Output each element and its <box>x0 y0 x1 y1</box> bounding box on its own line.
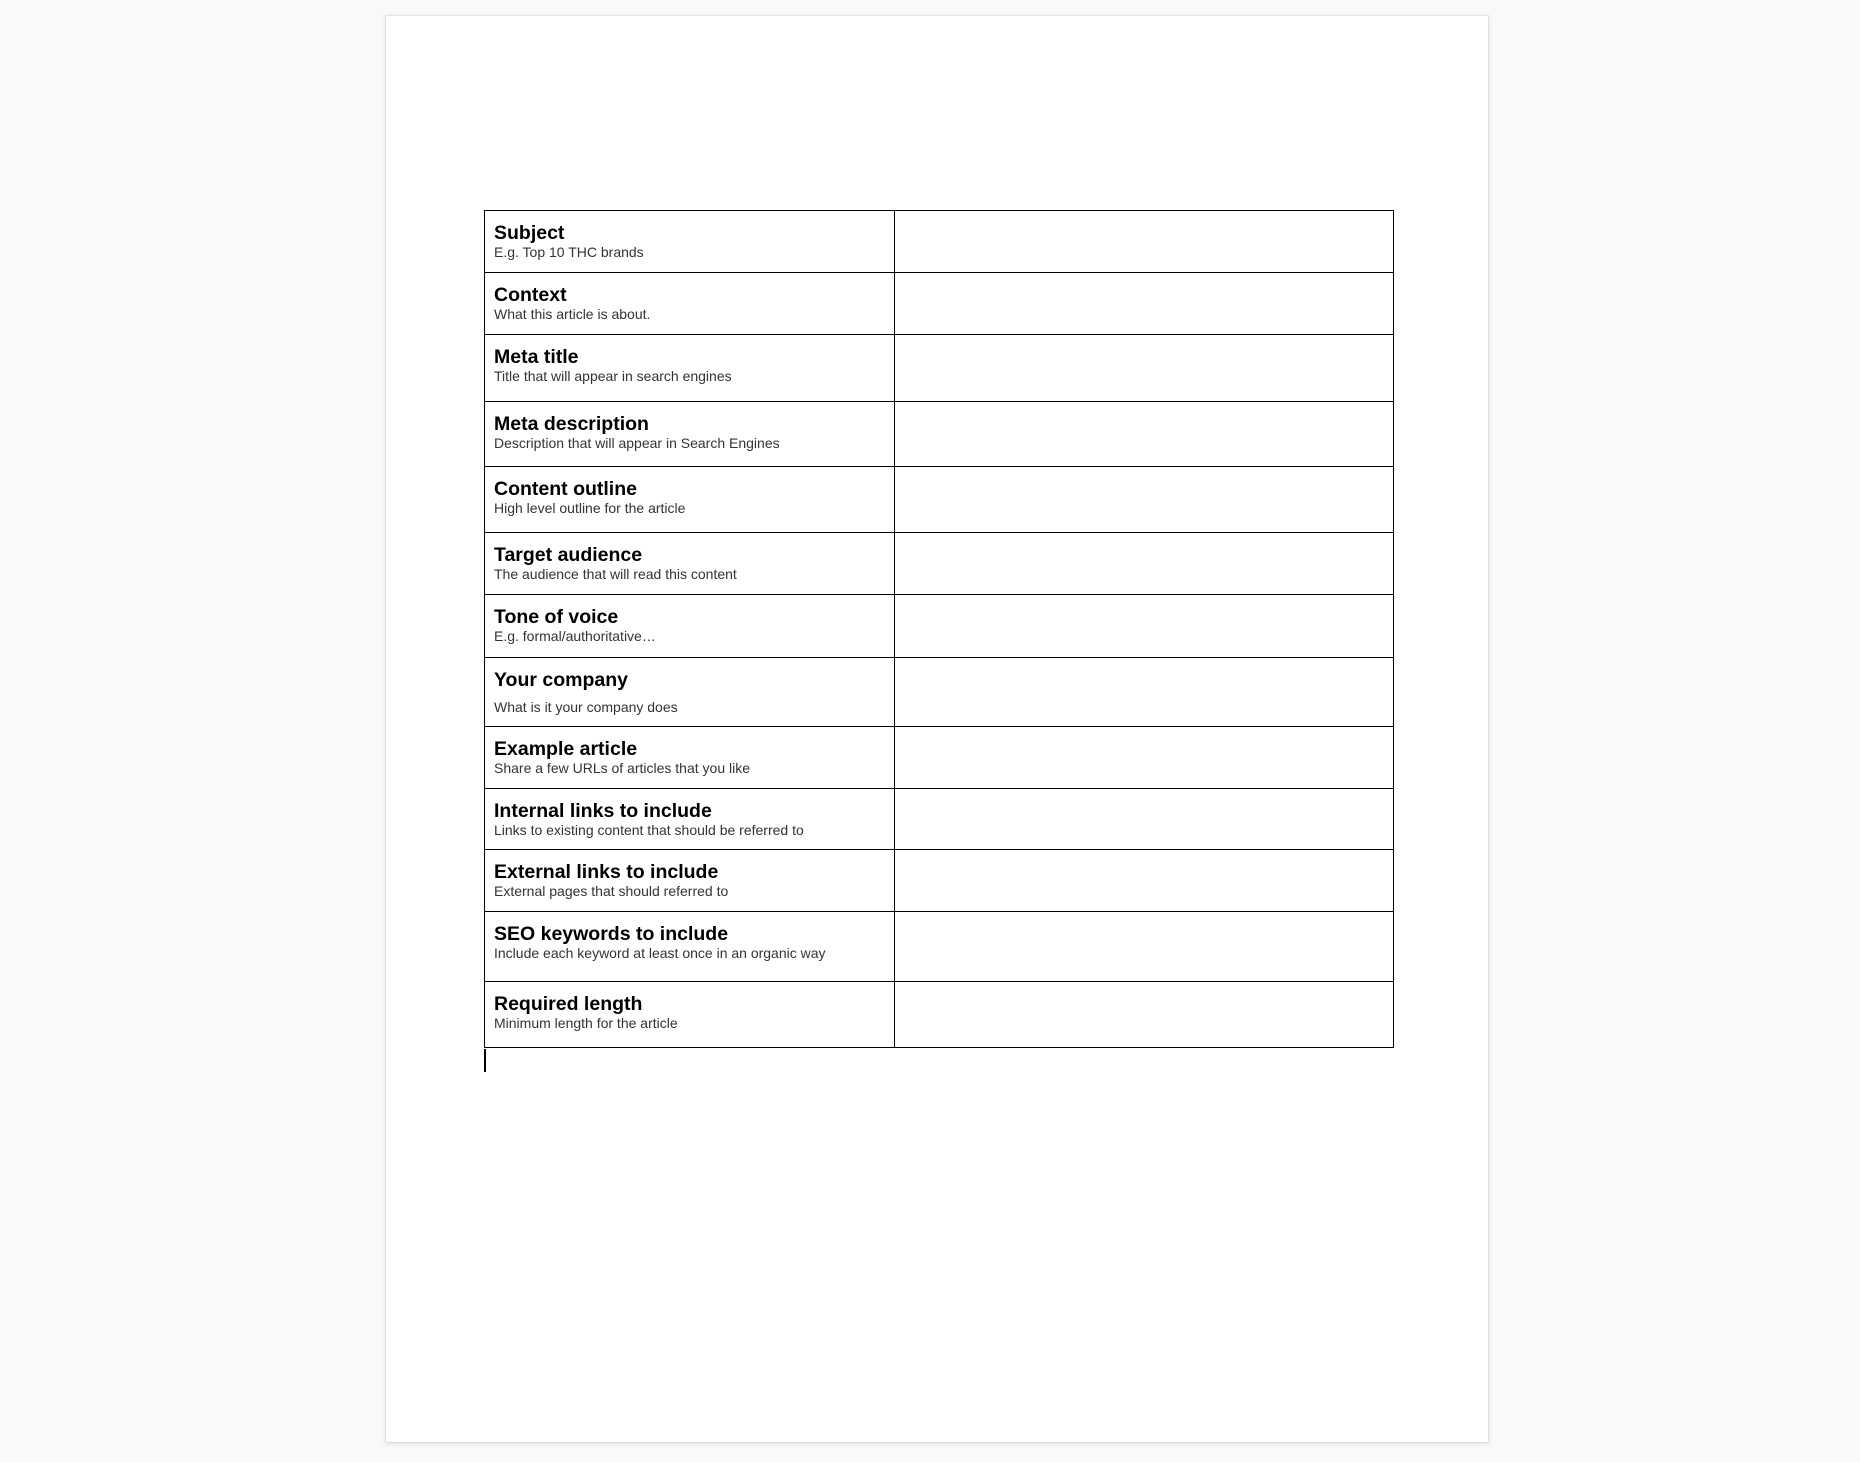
table-row-your-company <box>485 658 1394 727</box>
field-hint: External pages that should referred to <box>494 883 729 899</box>
value-cell-seo-keywords[interactable] <box>895 912 1394 982</box>
value-cell-required-length[interactable] <box>895 982 1394 1048</box>
value-cell-content-outline[interactable] <box>895 467 1394 533</box>
value-cell-tone-of-voice[interactable] <box>895 595 1394 658</box>
value-cell-external-links[interactable] <box>895 850 1394 912</box>
field-hint: E.g. formal/authoritative… <box>494 628 656 644</box>
field-hint: What is it your company does <box>494 699 678 715</box>
field-title: Meta title <box>494 346 579 368</box>
table-row-external-links <box>485 850 1394 912</box>
value-cell-subject[interactable] <box>895 211 1394 273</box>
field-title: Content outline <box>494 478 637 500</box>
field-title: Meta description <box>494 413 649 435</box>
field-hint: High level outline for the article <box>494 500 686 516</box>
label-cell[interactable] <box>485 912 895 982</box>
field-title: Tone of voice <box>494 606 619 628</box>
field-hint: What this article is about. <box>494 306 651 322</box>
table-row-example-article <box>485 727 1394 789</box>
field-hint: E.g. Top 10 THC brands <box>494 244 644 260</box>
label-cell[interactable] <box>485 727 895 789</box>
field-hint: Share a few URLs of articles that you like <box>494 760 751 776</box>
field-hint: Title that will appear in search engines <box>494 368 732 384</box>
field-hint: Minimum length for the article <box>494 1015 678 1031</box>
label-cell[interactable] <box>485 982 895 1048</box>
field-hint: Include each keyword at least once in an organic way <box>494 945 826 961</box>
value-cell-internal-links[interactable] <box>895 789 1394 850</box>
label-cell[interactable] <box>485 533 895 595</box>
value-cell-example-article[interactable] <box>895 727 1394 789</box>
label-cell[interactable] <box>485 658 895 727</box>
label-cell[interactable] <box>485 273 895 335</box>
table-row-content-outline <box>485 467 1394 533</box>
label-cell[interactable] <box>485 335 895 402</box>
document-page <box>386 16 1488 1442</box>
field-hint: The audience that will read this content <box>494 566 737 582</box>
table-row-target-audience <box>485 533 1394 595</box>
field-title: External links to include <box>494 861 719 883</box>
field-title: SEO keywords to include <box>494 923 729 945</box>
table-row-required-length <box>485 982 1394 1048</box>
field-title: Required length <box>494 993 643 1015</box>
text-cursor <box>484 1049 486 1072</box>
label-cell[interactable] <box>485 211 895 273</box>
label-cell[interactable] <box>485 789 895 850</box>
field-title: Example article <box>494 738 638 760</box>
field-title: Internal links to include <box>494 800 712 822</box>
value-cell-meta-title[interactable] <box>895 335 1394 402</box>
label-cell[interactable] <box>485 850 895 912</box>
table-row-meta-description <box>485 402 1394 467</box>
label-cell[interactable] <box>485 467 895 533</box>
field-title: Target audience <box>494 544 643 566</box>
value-cell-target-audience[interactable] <box>895 533 1394 595</box>
field-hint: Links to existing content that should be referred to <box>494 822 804 838</box>
table-row-subject <box>485 211 1394 273</box>
value-cell-your-company[interactable] <box>895 658 1394 727</box>
table-row-internal-links <box>485 789 1394 850</box>
table-row-context <box>485 273 1394 335</box>
field-title: Subject <box>494 222 565 244</box>
content-brief-table <box>484 210 1394 1048</box>
field-title: Your company <box>494 669 628 691</box>
table-row-seo-keywords <box>485 912 1394 982</box>
label-cell[interactable] <box>485 402 895 467</box>
field-title: Context <box>494 284 567 306</box>
value-cell-context[interactable] <box>895 273 1394 335</box>
label-cell[interactable] <box>485 595 895 658</box>
value-cell-meta-description[interactable] <box>895 402 1394 467</box>
table-row-tone-of-voice <box>485 595 1394 658</box>
table-row-meta-title <box>485 335 1394 402</box>
field-hint: Description that will appear in Search Engines <box>494 435 780 451</box>
